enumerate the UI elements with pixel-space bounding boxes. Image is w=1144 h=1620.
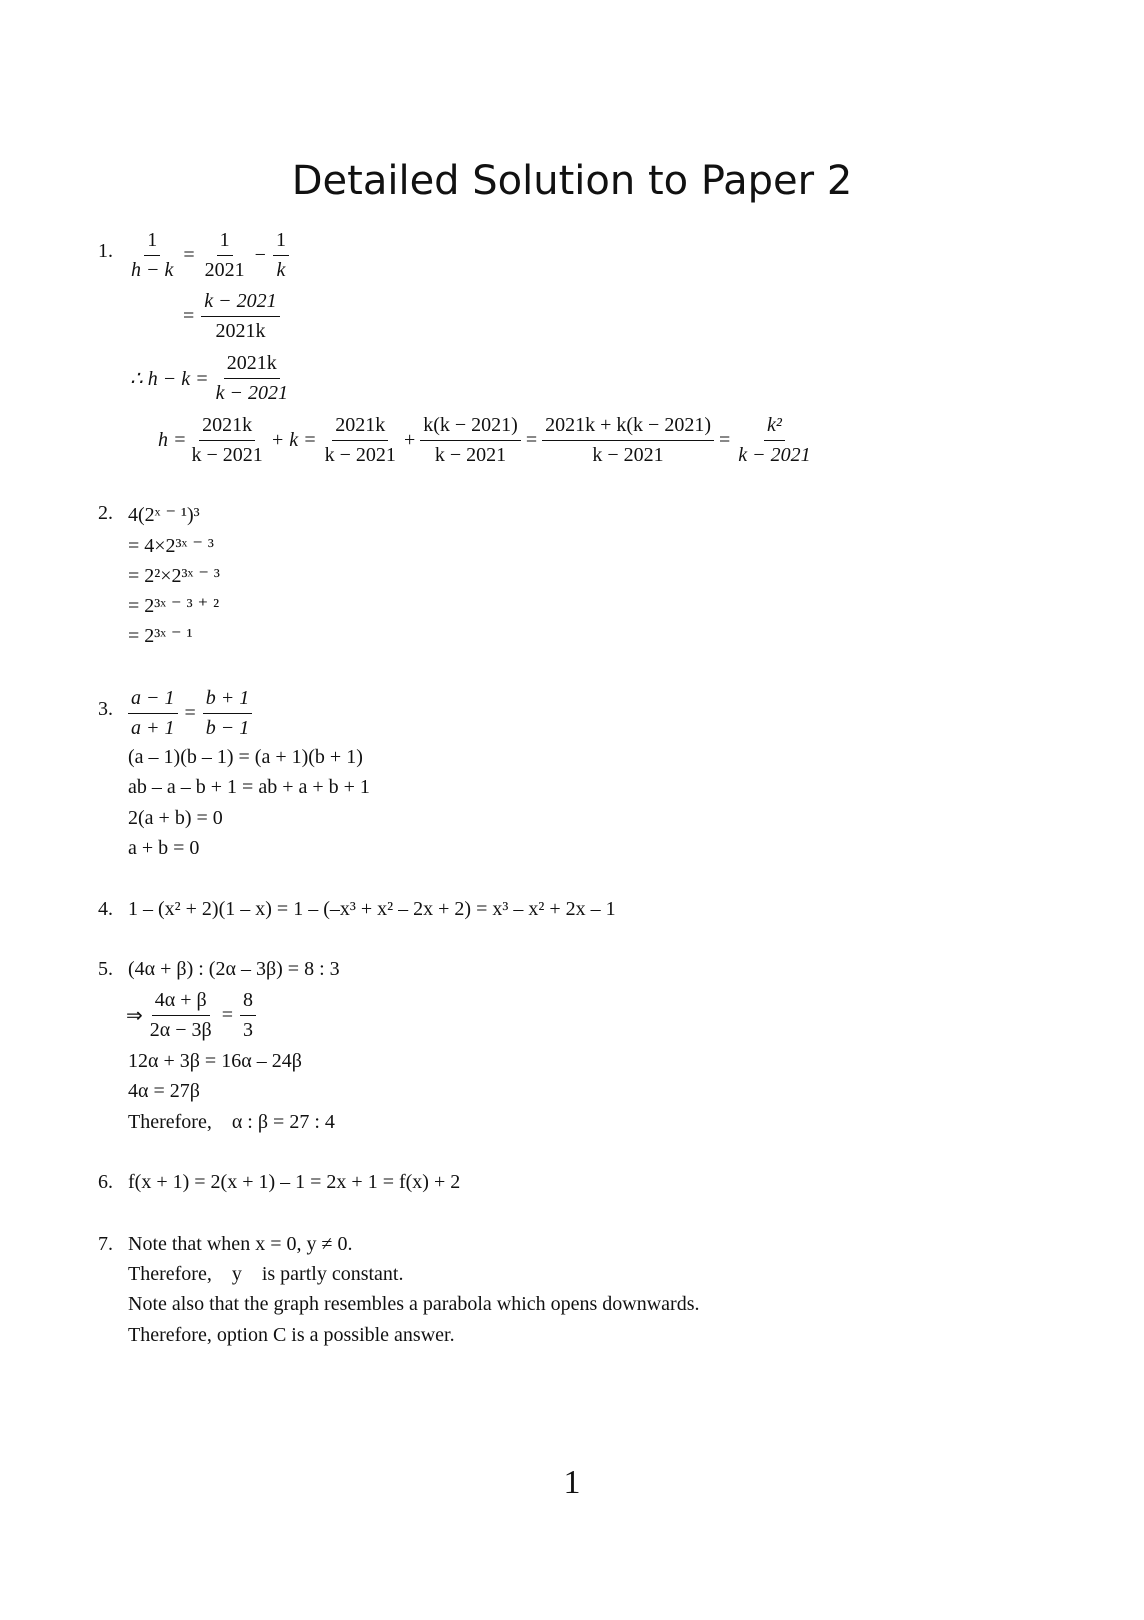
q7-line: Therefore, option C is a possible answer. xyxy=(128,1324,455,1346)
question-2-number: 2. xyxy=(98,502,113,524)
q1-line-3: ∴ h − k = $\frac{2021k}{k - 2021}$ xyxy=(130,349,291,408)
q2-line: = 2³ˣ ⁻ ³ ⁺ ² xyxy=(128,595,220,617)
q3-line: ab – a – b + 1 = ab + a + b + 1 xyxy=(128,776,370,798)
fraction: $\frac{2021k}{k - 2021}$ xyxy=(213,349,291,408)
q3-line: 2(a + b) = 0 xyxy=(128,807,223,829)
q4-line: 1 – (x² + 2)(1 – x) = 1 – (–x³ + x² – 2x + 2) = x³ – x² + 2x – 1 xyxy=(128,898,616,920)
fraction: $\frac{a - 1}{a + 1}$ xyxy=(128,684,178,743)
question-5-number: 5. xyxy=(98,958,113,980)
fraction: $\frac{1}{2021}$ xyxy=(202,226,248,285)
fraction: $\frac{2021k}{k - 2021}$ xyxy=(322,411,399,470)
q2-line: = 2³ˣ ⁻ ¹ xyxy=(128,625,193,647)
page-number: 1 xyxy=(563,1464,581,1501)
fraction: $\frac{k(k - 2021)}{k - 2021}$ xyxy=(420,411,521,470)
question-4-number: 4. xyxy=(98,898,113,920)
question-1-number: 1. xyxy=(98,240,113,262)
q3-line: (a – 1)(b – 1) = (a + 1)(b + 1) xyxy=(128,746,363,768)
fraction: $\frac{2021k}{k - 2021}$ xyxy=(189,411,266,470)
question-6-number: 6. xyxy=(98,1171,113,1193)
q6-line: f(x + 1) = 2(x + 1) – 1 = 2x + 1 = f(x) + 2 xyxy=(128,1171,461,1193)
fraction: $\frac{k - 2021}{2021k}$ xyxy=(201,287,279,346)
q2-line: = 2²×2³ˣ ⁻ ³ xyxy=(128,565,220,587)
fraction: $\frac{\text{k²}}{k - 2021}$ xyxy=(735,411,813,470)
q3-line: a + b = 0 xyxy=(128,837,200,859)
q5-fraction-line: ⇒ $\frac{4\alpha + \beta}{2\alpha - 3\beta}$ = $\frac{8}{3}$ xyxy=(126,986,256,1045)
fraction: $\frac{1}{h - k}$ xyxy=(128,226,176,285)
q5-line: 4α = 27β xyxy=(128,1080,200,1102)
q1-line-4: h = $\frac{2021k}{k - 2021}$ + k = $\frac{2021k}{k - 2021}$ + $\frac{k(k - 2021)}{k - 2021}$ = $\frac{2021k + k(k - 2021)}{k - 2021}$ = $\frac{\text{k²}}{k - 2021}$ xyxy=(158,411,814,470)
question-3-number: 3. xyxy=(98,698,113,720)
implies-arrow: ⇒ xyxy=(126,1005,143,1027)
q1-line-1: $\frac{1}{h - k}$ = $\frac{1}{2021}$ − $\frac{1}{k}$ xyxy=(128,226,289,285)
q5-line: (4α + β) : (2α – 3β) = 8 : 3 xyxy=(128,958,340,980)
page-title: Detailed Solution to Paper 2 xyxy=(291,158,853,204)
q7-line: Note also that the graph resembles a parabola which opens downwards. xyxy=(128,1293,700,1315)
q2-line: 4(2ˣ ⁻ ¹)³ xyxy=(128,504,200,526)
question-7-number: 7. xyxy=(98,1233,113,1255)
q7-line: Therefore, y is partly constant. xyxy=(128,1263,404,1285)
q7-line: Note that when x = 0, y ≠ 0. xyxy=(128,1233,353,1255)
q5-line: Therefore, α : β = 27 : 4 xyxy=(128,1111,335,1133)
fraction: $\frac{b + 1}{b - 1}$ xyxy=(203,684,253,743)
q5-line: 12α + 3β = 16α – 24β xyxy=(128,1050,302,1072)
fraction: $\frac{2021k + k(k - 2021)}{k - 2021}$ xyxy=(542,411,714,470)
fraction: $\frac{4\alpha + \beta}{2\alpha - 3\beta}$ xyxy=(147,986,215,1045)
q2-line: = 4×2³ˣ ⁻ ³ xyxy=(128,535,214,557)
fraction: $\frac{1}{k}$ xyxy=(273,226,289,285)
q1-line-2: = $\frac{k - 2021}{2021k}$ xyxy=(180,287,280,346)
fraction: $\frac{8}{3}$ xyxy=(240,986,256,1045)
q3-fraction-line: $\frac{a - 1}{a + 1}$ = $\frac{b + 1}{b - 1}$ xyxy=(128,684,252,743)
